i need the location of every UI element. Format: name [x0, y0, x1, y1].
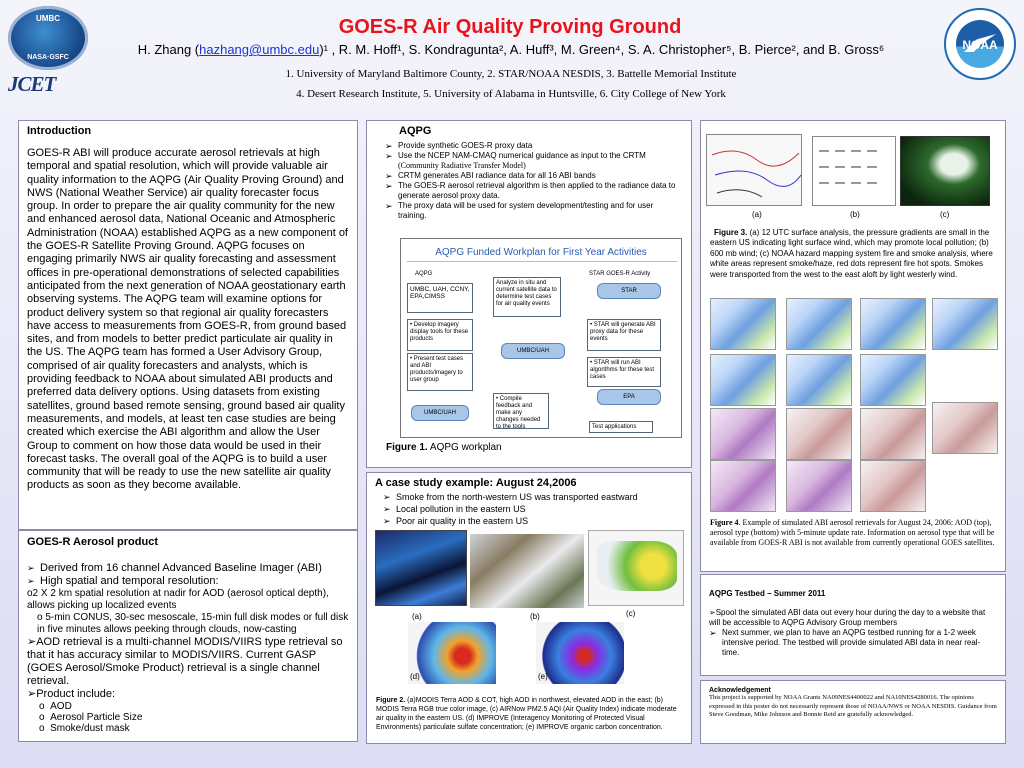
authors-prefix: H. Zhang (	[137, 42, 200, 57]
testbed-line-2: ➢ Next summer, we plan to have an AQPG testbed running for a 1-2 week intensive period. The testbed will provide simulated ABI data in near real-time.	[709, 628, 997, 658]
aqpg-bullet-4: ➢ The GOES-R aerosol retrieval algorithm is then applied to the radiance data to generate aerosol proxy data.	[385, 181, 683, 201]
improve-sulfate-map	[408, 622, 496, 684]
sim-type-3	[860, 408, 926, 460]
figure-1-text: AQPG workplan	[427, 442, 502, 453]
figure-2-caption	[376, 696, 686, 732]
sim-type-2	[786, 408, 852, 460]
introduction-heading: Introduction	[27, 125, 92, 137]
sim-aod-1	[710, 298, 776, 350]
case-label-b: (b)	[530, 612, 540, 621]
case-label-a: (a)	[412, 612, 422, 621]
aqpg-bullet-2	[385, 151, 683, 171]
sim-type-6	[786, 460, 852, 512]
present-box: • Present test cases and ABI products/imagery to user group	[407, 353, 473, 391]
modis-aod-image	[375, 530, 467, 606]
surface-analysis-map	[706, 134, 802, 206]
figure-2-text: (a)MODIS Terra AOD & COT, high AOD in northwest, elevated AOD in the east; (b) MODIS Terra RGB true color image, (c) AIRNow PM2.5 AQI (Air Quality Index) indicate moderate air quality in the eastern US. (d) IMPROVE (Interagency Monitoring of Protected Visual Environments) particulate sulfate concentration; (e) IMPROVE organic carbon concentration.	[376, 697, 677, 731]
fig3-label-a: (a)	[752, 210, 762, 219]
members-box: UMBC, UAH, CCNY, EPA,CIMSS	[407, 283, 473, 313]
case-label-e: (e)	[538, 672, 548, 681]
figure-3-label: Figure 3.	[714, 228, 748, 237]
figure-1-label: Figure 1.	[386, 442, 428, 453]
poster-title: GOES-R Air Quality Proving Ground	[338, 16, 682, 38]
analyze-box: Analyze in situ and current satellite data to determine test cases for air quality events	[493, 277, 561, 317]
epa-node: EPA	[597, 389, 661, 405]
surface-analysis-lines	[707, 135, 802, 206]
fig3-label-c: (c)	[940, 210, 950, 219]
logo-gsfc-text: NASA·GSFC	[27, 54, 69, 61]
fig3-label-b: (b)	[850, 210, 860, 219]
sim-aod-5	[710, 354, 776, 406]
improve-organic-carbon-map	[536, 622, 624, 684]
test-applications-box: Test applications	[589, 421, 653, 433]
star-node: STAR	[597, 283, 661, 299]
jcet-logo: JCET	[8, 72, 56, 96]
wind-600mb-map	[812, 136, 896, 206]
aerosol-sub-1: o AOD	[39, 701, 72, 712]
workplan-diagram	[400, 238, 682, 438]
case-bullet-1: ➢ Smoke from the north-western US was transported eastward	[383, 491, 683, 503]
figure-2-label: Figure 2.	[376, 697, 406, 704]
case-heading: A case study example: August 24,2006	[375, 477, 577, 489]
aqpg-bullet-1: ➢ Provide synthetic GOES-R proxy data	[385, 141, 683, 151]
aerosol-bullet-2: ➢ High spatial and temporal resolution:	[27, 575, 349, 588]
authors-suffix: )¹ , R. M. Hoff¹, S. Kondragunta², A. Huff³, M. Green⁴, S. A. Christopher⁵, B. Pierce², and B. Gross⁶	[319, 42, 885, 57]
umbc-uah-node: UMBC/UAH	[501, 343, 565, 359]
noaa-logo	[944, 8, 1016, 80]
workplan-right-head: STAR GOES-R Activity	[589, 271, 651, 277]
logo-umbc-text: UMBC	[36, 14, 60, 23]
sim-type-7	[860, 460, 926, 512]
case-bullet-3: ➢ Poor air quality in the eastern US	[383, 515, 683, 527]
umbc-uah-node-2: UMBC/UAH	[411, 405, 469, 421]
case-bullet-2: ➢ Local pollution in the eastern US	[383, 503, 683, 515]
aqpg-bullet-5: ➢ The proxy data will be used for system development/testing and for user training.	[385, 201, 683, 221]
ack-heading: Acknowledgement	[709, 687, 771, 694]
affiliations-line-1: 1. University of Maryland Baltimore County, 2. STAR/NOAA NESDIS, 3. Battelle Memorial Institute	[285, 68, 737, 80]
workplan-left-head: AQPG	[415, 271, 433, 277]
umbc-nasa-logo	[8, 6, 88, 70]
airnow-map	[588, 530, 684, 606]
sim-type-4	[932, 402, 998, 454]
testbed-panel	[700, 574, 1006, 676]
star-generate-box: • STAR will generate ABI proxy data for these events	[587, 319, 661, 351]
aerosol-line-3: ➢AOD retrieval is a multi-channel MODIS/VIIRS type retrieval so that it has accuracy similar to MODIS/VIIRS. Current GASP (GOES Aerosol/Smoke Product) retrieval is a single channel retrieval.	[27, 636, 343, 687]
author-email-link[interactable]: hazhang@umbc.edu	[199, 42, 320, 57]
figure-4-text: . Example of simulated ABI aerosol retrievals for August 24, 2006: AOD (top), aerosol type (bottom) with 5-minute update rate. Information on aerosol type that will be available from GOES-R ABI is not available from currently operational GOES satellites.	[710, 518, 995, 547]
testbed-heading: AQPG Testbed – Summer 2011	[709, 589, 826, 598]
aqpg-bullet-2-text: Use the NCEP NAM-CMAQ numerical guidance as input to the CRTM	[398, 151, 646, 160]
crtm-note: (Community Radiative Transfer Model)	[398, 161, 526, 170]
sim-aod-4	[932, 298, 998, 350]
author-list	[96, 42, 926, 57]
aerosol-line-1: o2 X 2 km spatial resolution at nadir for AOD (aerosol optical depth), allows picking up localized events	[27, 588, 329, 611]
figure-4-caption	[710, 518, 1000, 548]
aerosol-sub-3: o Smoke/dust mask	[39, 723, 130, 734]
figure-3-caption	[710, 228, 1000, 280]
ack-text: This project is supported by NOAA Grants NA09NES4400022 and NA10NES4280016. The opinions expressed in this poster do not necessarily represent those of NOAA/NWS or NOAA NESDIS. Guidance from Steve Goodman, Mike Johnson and Bonnie Reid are gratefully acknowledged.	[709, 694, 997, 718]
sim-aod-7	[860, 354, 926, 406]
case-label-c: (c)	[626, 609, 636, 618]
introduction-body: GOES-R ABI will produce accurate aerosol retrievals at high temporal and spatial resolution, which will provide valuable air quality information to the AQPG (Air Quality Proving Ground) and NWS (National Weather Service) air quality forecaster focus group. In order to prepare the air quality community for the new and enhanced aerosol data, National Oceanic and Atmospheric Administration (NOAA) established AQPG as a new component of the GOES-R Satellite Proving Ground. AQPG focuses on engaging primarily NWS air quality forecasting and assessment offices in pre-operational demonstrations of selected capabilities anticipated from the next generation of NOAA geostationary earth observing systems. The AQPG team will examine options for product delivery system so that regional air quality forecasters have access to measurements from GOES-R, from ground based sites, and from models to better predict particulate air quality in the US. The AQPG team has formed a User Advisory Group, comprised of air quality forecasters and analysts, which is providing feedback to NOAA about simulated ABI products and preferred data delivery options. Using datasets from existing satellites, ground based remote sensing, ground based air quality measurements, and models, at least ten case studies are being created which exercise the ABI algorithm and allow the User Group to comment on how those data would be used in their forecast tasks. The overall goal of the AQPG is to build a user community that will be ready to use the new satellite air quality products as soon as they become available.	[27, 147, 348, 492]
figure-1-caption	[386, 442, 502, 453]
aerosol-line-2: o 5-min CONUS, 30-sec mesoscale, 15-min full disk modes or full disk in five minutes allows peeking through clouds, now-casting	[37, 612, 349, 635]
sim-type-1	[710, 408, 776, 460]
aerosol-product-panel	[18, 530, 358, 742]
hazard-mapping-fire-smoke	[900, 136, 990, 206]
wind-barbs	[813, 137, 896, 206]
star-run-box: • STAR will run ABI algorithms for these test cases	[587, 357, 661, 387]
aerosol-sub-3-text: Smoke/dust mask	[50, 723, 130, 734]
aqpg-bullet-3: ➢ CRTM generates ABI radiance data for all 16 ABI bands	[385, 171, 683, 181]
affiliations-line-2: 4. Desert Research Institute, 5. University of Alabama in Huntsville, 6. City College of New York	[296, 88, 726, 100]
sim-aod-3	[860, 298, 926, 350]
compile-box: • Compile feedback and make any changes needed to the tools	[493, 393, 549, 429]
acknowledgement-panel	[700, 680, 1006, 744]
develop-box: • Develop imagery display tools for these products	[407, 319, 473, 351]
introduction-panel	[18, 120, 358, 530]
figure-3-text: (a) 12 UTC surface analysis, the pressure gradients are small in the eastern US indicating light surface wind, which may promote local pollution; (b) 600 mb wind; (c) NOAA hazard mapping system fire and smoke analysis, where white areas represent smoke/haze, red dots represent fire hot spots. Smokes were transported from the west to the east aloft by light westerly wind.	[710, 228, 993, 279]
aqpg-heading: AQPG	[399, 125, 432, 137]
aerosol-sub-2-text: Aerosol Particle Size	[50, 712, 143, 723]
sim-type-5	[710, 460, 776, 512]
workplan-title: AQPG Funded Workplan for First Year Activities	[435, 247, 647, 258]
airnow-us-shape	[597, 541, 677, 591]
aerosol-sub-1-text: AOD	[50, 701, 72, 712]
aerosol-bullet-1: ➢ Derived from 16 channel Advanced Baseline Imager (ABI)	[27, 562, 349, 575]
case-label-d: (d)	[410, 672, 420, 681]
sim-aod-6	[786, 354, 852, 406]
aerosol-sub-2: o Aerosol Particle Size	[39, 712, 143, 723]
modis-rgb-image	[470, 534, 584, 608]
noaa-logo-text: NOAA	[962, 38, 998, 52]
aerosol-line-4: ➢Product include:	[27, 688, 116, 700]
sim-aod-2	[786, 298, 852, 350]
aerosol-heading: GOES-R Aerosol product	[27, 536, 158, 548]
testbed-line-1: ➢Spool the simulated ABI data out every hour during the day to a website that will be accessible to AQPG Advisory Group members	[709, 608, 986, 627]
figure-4-label: Figure 4	[710, 518, 739, 527]
